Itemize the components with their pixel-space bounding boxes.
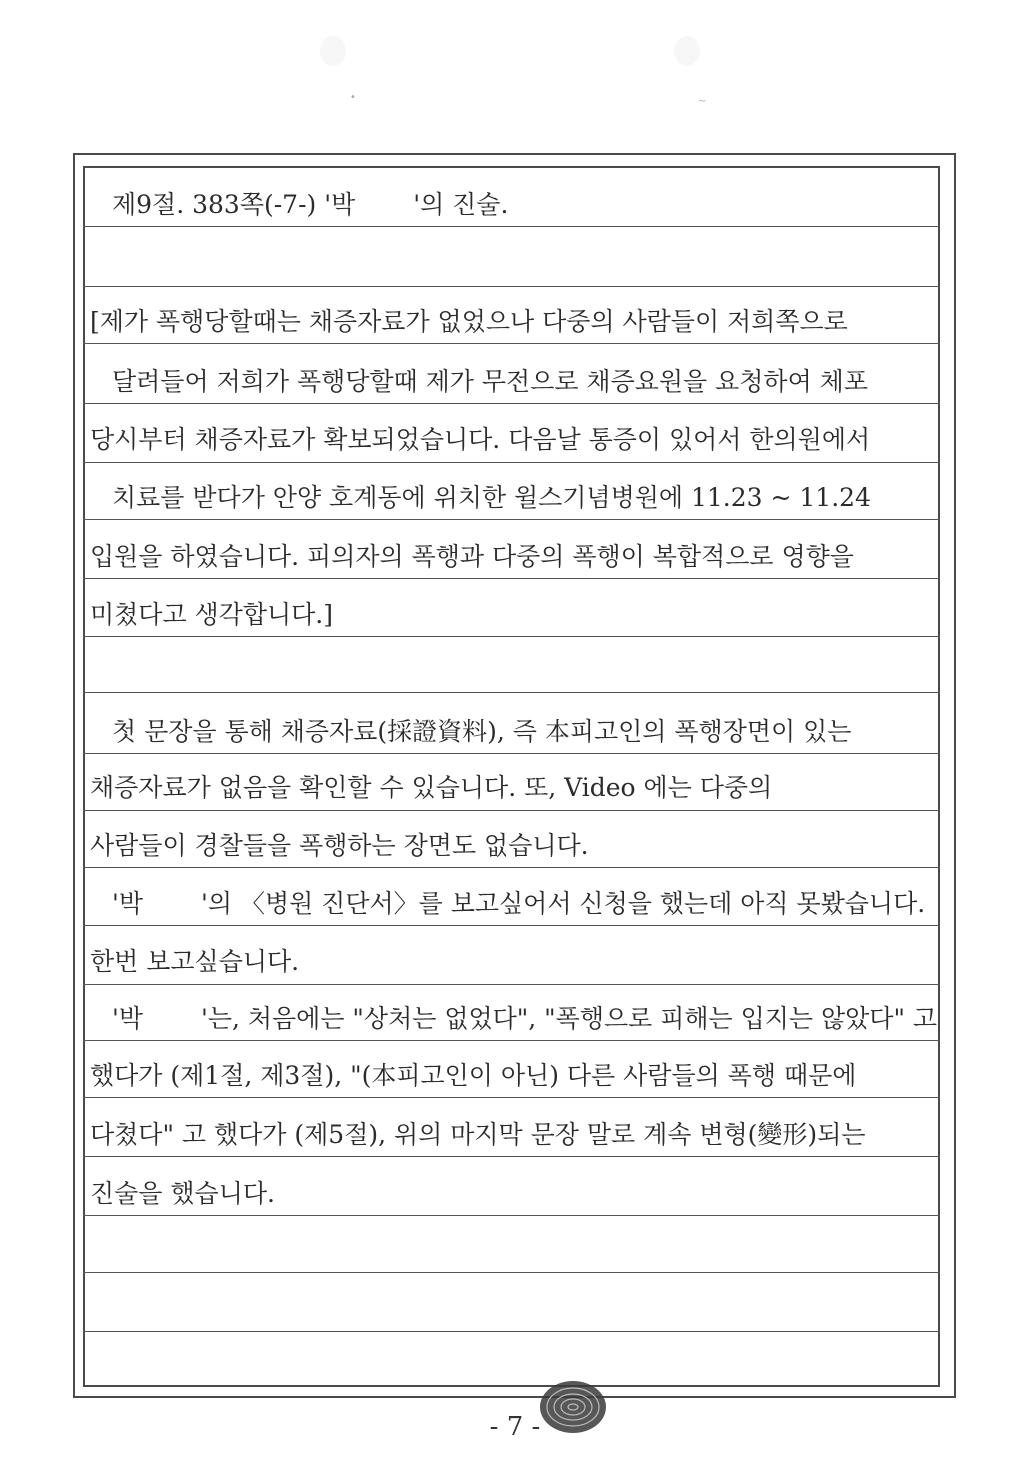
body-line: 했다가 (제1절, 제3절), "(本피고인이 아닌) 다른 사람들의 폭행 때문에 <box>90 1061 857 1090</box>
ruled-line <box>83 925 940 926</box>
ruled-line <box>83 753 940 754</box>
body-line: '박 '는, 처음에는 "상처는 없었다", "폭행으로 피해는 입지는 않았다" 고 <box>112 1004 938 1033</box>
ruled-line <box>83 1156 940 1157</box>
ruled-line <box>83 578 940 579</box>
section-heading: 제9절. 383쪽(-7-) '박 '의 진술. <box>112 190 509 219</box>
ruled-line <box>83 403 940 404</box>
ruled-line <box>83 1272 940 1273</box>
ruled-line <box>83 519 940 520</box>
binder-hole-right <box>674 36 700 66</box>
ruled-line <box>83 226 940 227</box>
ruled-line <box>83 1040 940 1041</box>
quote-line: [제가 폭행당할때는 채증자료가 없었으나 다중의 사람들이 저희쪽으로 <box>90 307 848 336</box>
body-line: 진술을 했습니다. <box>90 1179 275 1208</box>
quote-line: 달려들어 저희가 폭행당할때 제가 무전으로 채증요원을 요청하여 체포 <box>112 367 868 396</box>
ruled-line <box>83 1331 940 1332</box>
body-line: 첫 문장을 통해 채증자료(採證資料), 즉 本피고인의 폭행장면이 있는 <box>112 717 852 746</box>
ruled-line <box>83 462 940 463</box>
ruled-line <box>83 867 940 868</box>
quote-line: 입원을 하였습니다. 피의자의 폭행과 다중의 폭행이 복합적으로 영향을 <box>90 542 854 571</box>
quote-line: 치료를 받다가 안양 호계동에 위치한 윌스기념병원에 11.23 ~ 11.24 <box>112 483 871 512</box>
body-line: 다쳤다" 고 했다가 (제5절), 위의 마지막 문장 말로 계속 변형(變形)되는 <box>90 1120 866 1149</box>
body-line: 채증자료가 없음을 확인할 수 있습니다. 또, Video 에는 다중의 <box>90 773 773 802</box>
quote-line: 당시부터 채증자료가 확보되었습니다. 다음날 통증이 있어서 한의원에서 <box>90 425 871 454</box>
ruled-line <box>83 343 940 344</box>
quote-line: 미쳤다고 생각합니다.] <box>90 600 333 629</box>
ruled-line <box>83 1215 940 1216</box>
page-number: - 7 - <box>489 1412 541 1442</box>
body-line: '박 '의 〈병원 진단서〉를 보고싶어서 신청을 했는데 아직 못봤습니다. <box>112 889 926 918</box>
binder-hole-left <box>320 36 346 66</box>
body-line: 사람들이 경찰들을 폭행하는 장면도 없습니다. <box>90 831 589 860</box>
ruled-line <box>83 692 940 693</box>
ruled-line <box>83 1097 940 1098</box>
ruled-line <box>83 984 940 985</box>
ruled-line <box>83 810 940 811</box>
scan-speck: • <box>350 92 356 103</box>
ruled-line <box>83 286 940 287</box>
ruled-line <box>83 636 940 637</box>
scan-speck: ~ <box>698 96 707 107</box>
body-line: 한번 보고싶습니다. <box>90 947 300 976</box>
